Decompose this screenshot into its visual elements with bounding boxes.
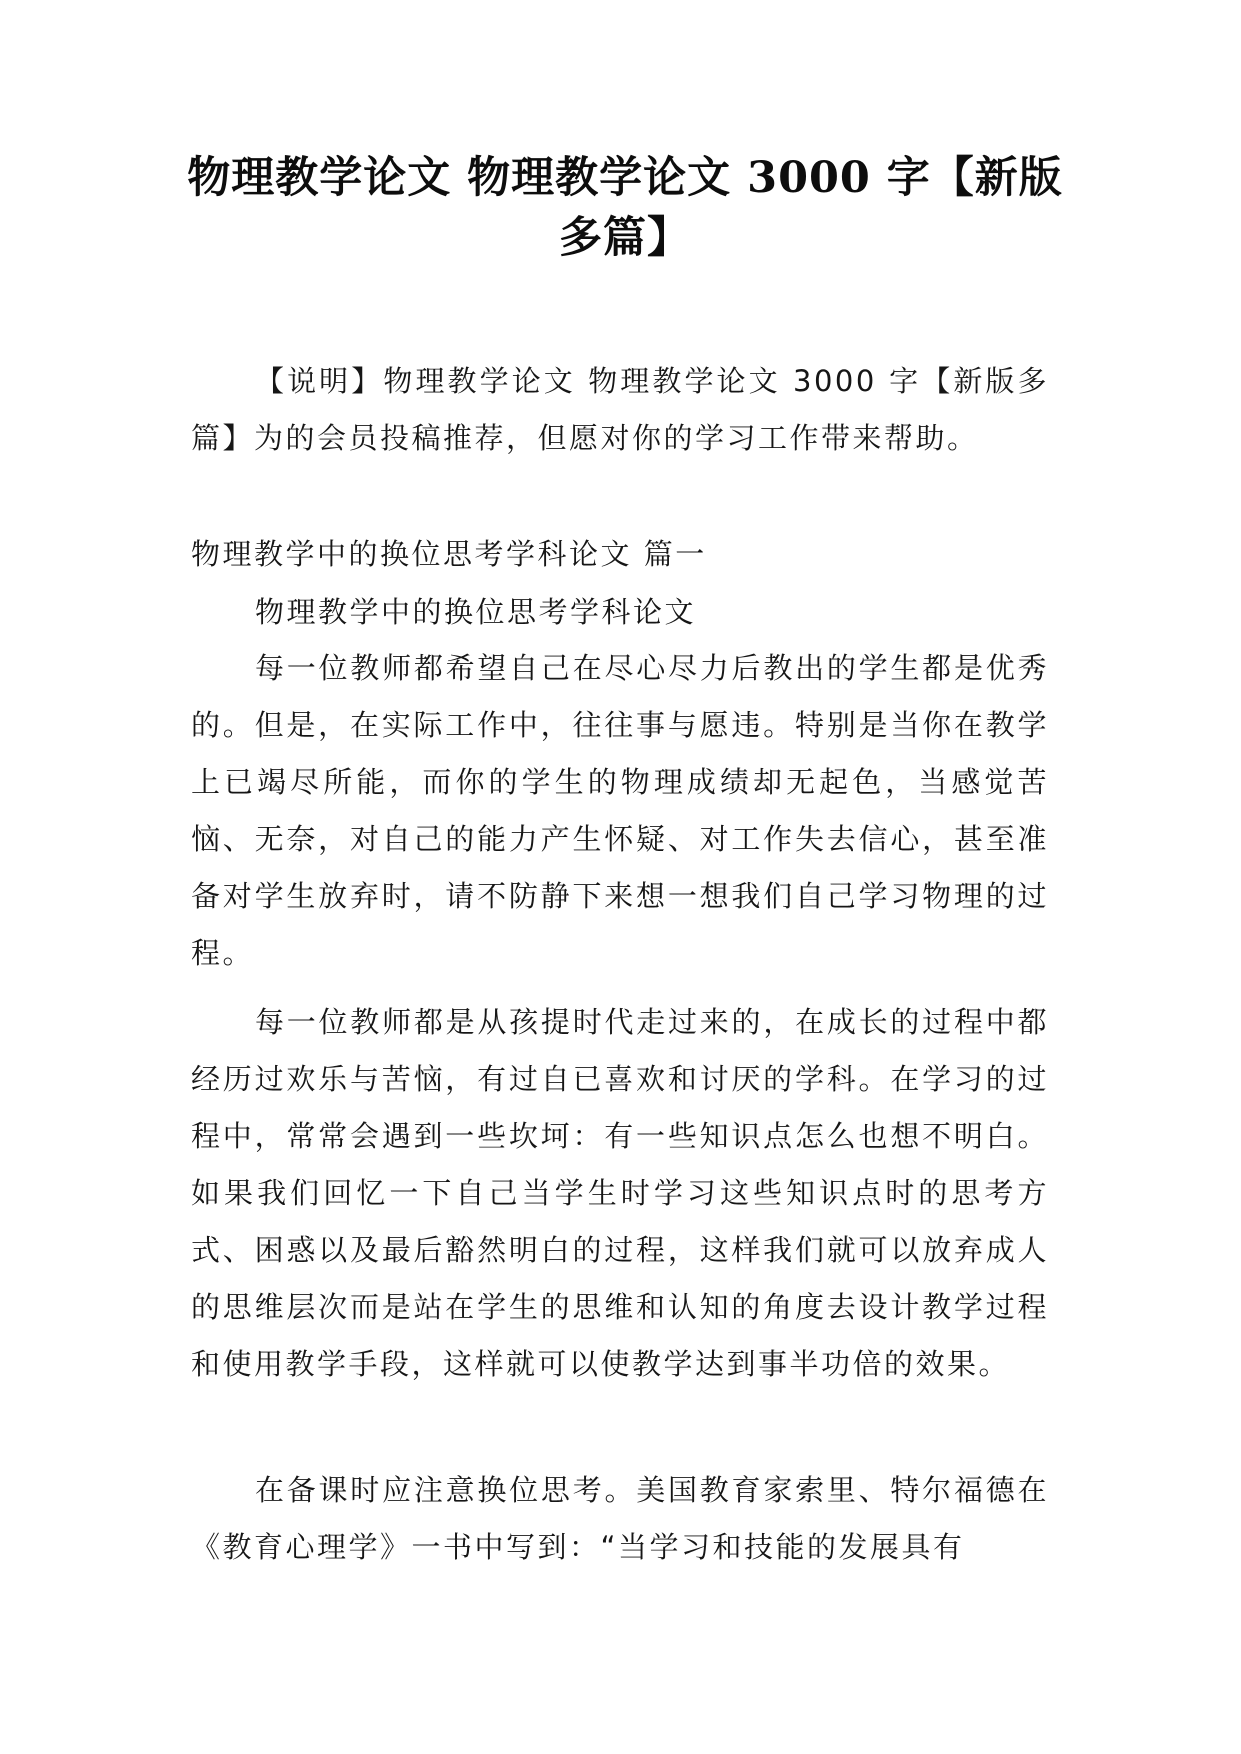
document-title: 物理教学论文 物理教学论文 3000 字【新版多篇】 [187, 153, 1063, 263]
paragraph: 每一位教师都希望自己在尽心尽力后教出的学生都是优秀的。但是，在实际工作中，往往事与愿违。特别是当你在教学上已竭尽所能，而你的学生的物理成绩却无起色，当感觉苦恼、无奈，对自己的能力产生怀疑、对工作失去信心，甚至准备对学生放弃时，请不防静下来想一想我们自己学习物理的过程。 [191, 651, 1049, 970]
paragraph: 在备课时应注意换位思考。美国教育家索里、特尔福德在《教育心理学》一书中写到：“当学习和技能的发展具有 [191, 1473, 1049, 1564]
paragraph-subtitle: 物理教学中的换位思考学科论文 [255, 595, 697, 629]
document-note: 【说明】物理教学论文 物理教学论文 3000 字【新版多篇】为的会员投稿推荐，但愿对你的学习工作带来帮助。 [191, 364, 1049, 455]
section-heading: 物理教学中的换位思考学科论文 篇一 [191, 537, 707, 571]
paragraph: 每一位教师都是从孩提时代走过来的，在成长的过程中都经历过欢乐与苦恼，有过自已喜欢和讨厌的学科。在学习的过程中，常常会遇到一些坎坷：有一些知识点怎么也想不明白。如果我们回忆一下自己当学生时学习这些知识点时的思考方式、困惑以及最后豁然明白的过程，这样我们就可以放弃成人的思维层次而是站在学生的思维和认知的角度去设计教学过程和使用教学手段，这样就可以使教学达到事半功倍的效果。 [191, 1005, 1049, 1381]
